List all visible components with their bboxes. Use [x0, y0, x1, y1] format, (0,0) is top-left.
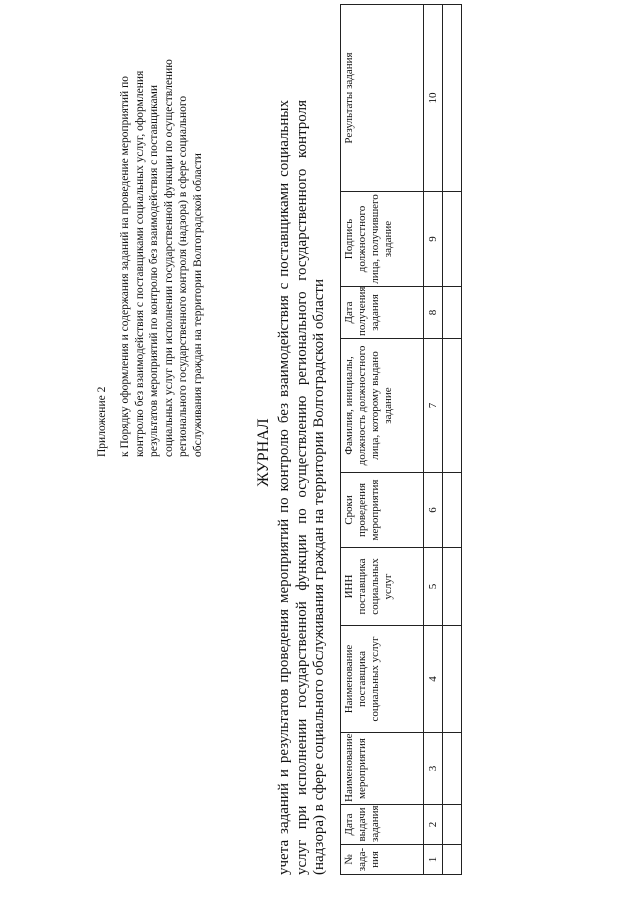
table-cell: [443, 192, 462, 287]
table-cell: [443, 805, 462, 845]
column-number: 6: [424, 473, 443, 548]
header-provider-name: Наименование поставщика социальных услуг: [341, 626, 424, 733]
header-receipt-date: Дата получения задания: [341, 287, 424, 339]
journal-table: [340, 4, 462, 875]
table-cell: [443, 845, 462, 875]
header-official-name: Фамилия, инициалы, должность должностного лица, которому выдано задание: [341, 339, 424, 473]
column-number: 2: [424, 805, 443, 845]
header-task-results: Результаты задания: [341, 5, 424, 192]
table-cell: [443, 626, 462, 733]
header-activity-name: Наименование мероприятия: [341, 733, 424, 805]
journal-title: ЖУРНАЛ: [255, 418, 272, 487]
column-number: 8: [424, 287, 443, 339]
table-row: [443, 5, 462, 875]
header-issue-date: Дата выдачи задания: [341, 805, 424, 845]
table-cell: [443, 473, 462, 548]
table-cell: [443, 339, 462, 473]
column-number: 5: [424, 548, 443, 626]
table-cell: [443, 733, 462, 805]
column-number: 7: [424, 339, 443, 473]
header-row: [341, 5, 424, 875]
table-cell: [443, 5, 462, 192]
appendix-reference: к Порядку оформления и содержания заданий на проведение мероприятий по контролю без взаимодействия с поставщиками социальных услуг, оформления результатов мероприятий по контролю без взаимодействия с поставщиками социальных услуг при исполнении государственной функции по осуществлению регионального государственного контроля (надзора) в сфере социального обслуживания граждан на территории Волгоградской области: [119, 59, 204, 457]
header-provider-inn: ИНН поставщика социальных услуг: [341, 548, 424, 626]
journal-subtitle: учета заданий и результатов проведения мероприятий по контролю без взаимодействия с поставщиками социальных услуг при исполнении государственной функции по осуществлению регионального государственного контроля (надзора) в сфере социального обслуживания граждан на территории Волгоградской области: [276, 100, 327, 875]
table-cell: [443, 548, 462, 626]
table-cell: [443, 287, 462, 339]
column-number: 1: [424, 845, 443, 875]
appendix-label: Приложение 2: [96, 386, 108, 457]
column-number: 9: [424, 192, 443, 287]
column-number: 3: [424, 733, 443, 805]
header-official-signature: Подпись должностного лица, получившего задание: [341, 192, 424, 287]
header-task-number: № зада-ния: [341, 845, 424, 875]
header-activity-dates: Сроки проведения мероприятия: [341, 473, 424, 548]
column-number: 10: [424, 5, 443, 192]
column-number: 4: [424, 626, 443, 733]
column-number-row: [424, 5, 443, 875]
